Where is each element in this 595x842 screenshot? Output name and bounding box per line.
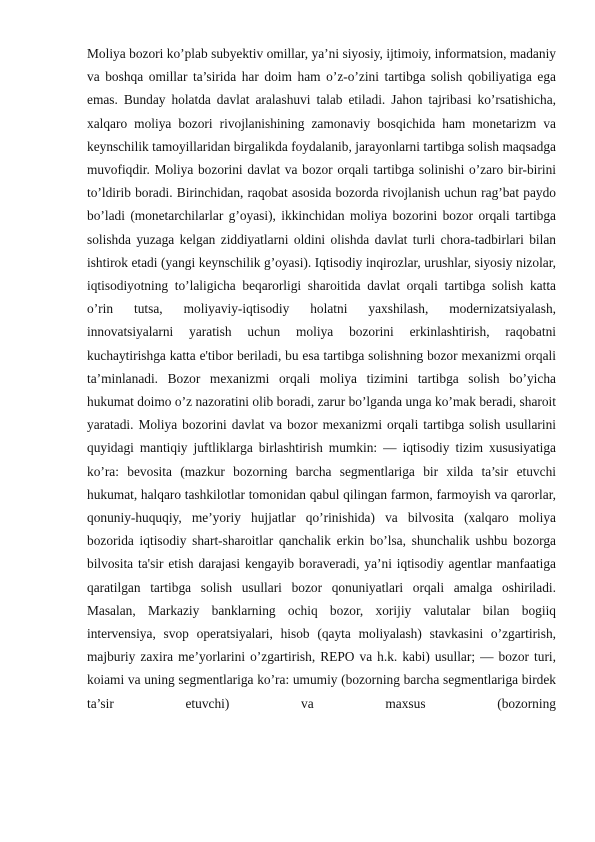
text-column <box>87 42 556 715</box>
body-paragraph: Moliya bozori ko’plab subyektiv omillar, ya’ni siyosiy, ijtimoiy, informatsion, madaniy va boshqa omillar ta’sirida har doim ham o’z-o’zini tartibga solish qobiliyatiga ega emas. Bunday holatda davlat aralashuvi talab etiladi. Jahon tajribasi ko’rsatishicha, xalqaro moliya bozori rivojlanishining zamonaviy bosqichida ham monetarizm va keynschilik tamoyillaridan birgalikda foydalanib, jarayonlarni tartibga solish maqsadga muvofiqdir. Moliya bozorini davlat va bozor orqali tartibga solinishi o’zaro bir-birini to’ldirib boradi. Birinchidan, raqobat asosida bozorda rivojlanish uchun rag’bat paydo bo’ladi (monetarchilarlar g’oyasi), ikkinchidan moliya bozorini bozor orqali tartibga solishda yuzaga kelgan ziddiyatlarni oldini olishda davlat turli chora-tadbirlari bilan ishtirok etadi (yangi keynschilik g’oyasi). Iqtisodiy inqirozlar, urushlar, siyosiy nizolar, iqtisodiyotning to’laligicha beqarorligi sharoitida davlat orqali tartibga solish katta o’rin tutsa, moliyaviy-iqtisodiy holatni yaxshilash, modernizatsiyalash, innovatsiyalarni yaratish uchun moliya bozorini erkinlashtirish, raqobatni kuchaytirishga katta e'tibor beriladi, bu esa tartibga solishning bozor mexanizmi orqali ta’minlanadi. Bozor mexanizmi orqali moliya tizimini tartibga solish bo’yicha hukumat doimo o’z nazoratini olib boradi, zarur bo’lganda unga ko’mak beradi, sharoit yaratadi. Moliya bozorini davlat va bozor mexanizmi orqali tartibga solish usullarini quyidagi mantiqiy juftliklarga birlashtirish mumkin: — iqtisodiy tizim xususiyatiga ko’ra: bevosita (mazkur bozorning barcha segmentlariga bir xilda ta’sir etuvchi hukumat, halqaro tashkilotlar tomonidan qabul qilingan farmon, farmoyish va qarorlar, qonuniy-huquqiy, me’yoriy hujjatlar qo’rinishida) va bilvosita (xalqaro moliya bozorida iqtisodiy shart-sharoitlar qanchalik erkin bo’lsa, shunchalik ushbu bozorga bilvosita ta'sir etish darajasi kengayib boraveradi, ya’ni iqtisodiy agentlar manfaatiga qaratilgan tartibga solish usullari bozor qonuniyatlari orqali amalga oshiriladi. Masalan, Markaziy banklarning ochiq bozor, xorijiy valutalar bilan bogiiq intervensiya, svop operatsiyalari, hisob (qayta moliyalash) stavkasini o’zgartirish, majburiy zaxira me’yorlarini o’zgartirish, REPO va h.k. kabi) usullar; — bozor turi, koiami va uning segmentlariga ko’ra: umumiy (bozorning barcha segmentlariga birdek ta’sir etuvchi) va maxsus (bozorning <box>87 46 556 711</box>
